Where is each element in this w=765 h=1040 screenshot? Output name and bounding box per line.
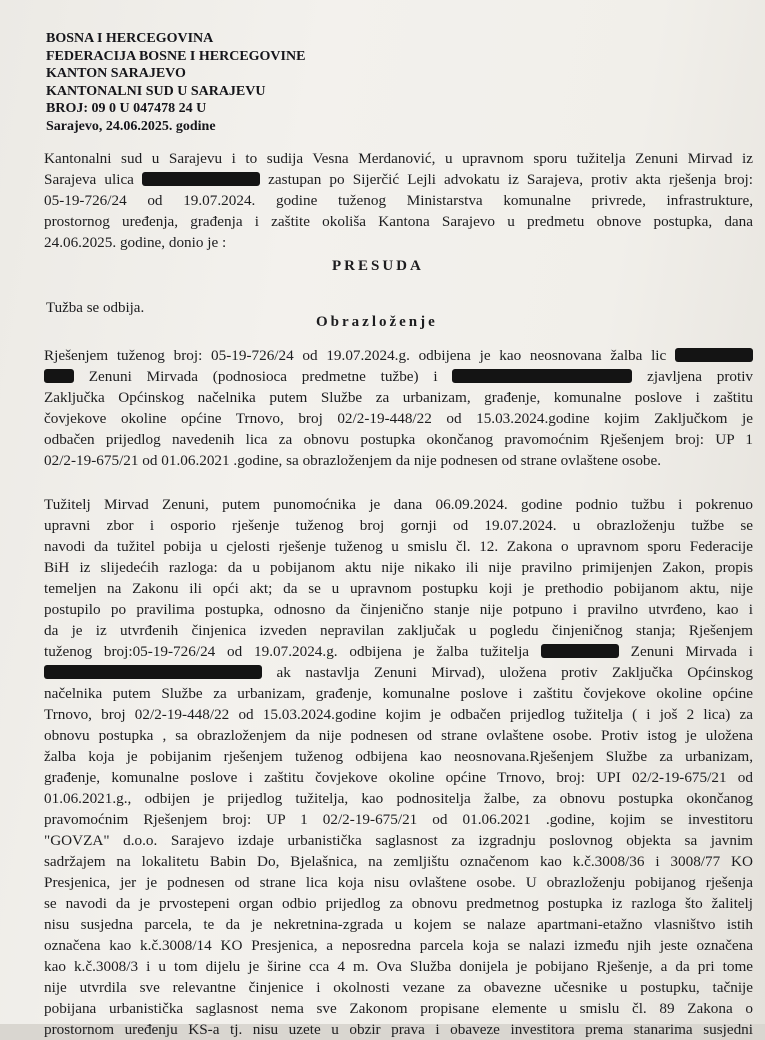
reasoning-paragraph-2 xyxy=(44,494,753,1040)
paragraph-line: odbačen prijedlog navedenih lica za obnovu postupka okončanog pravomoćnim Rješenjem broj: UP 1 xyxy=(44,431,753,448)
intro-paragraph xyxy=(44,148,753,253)
paragraph-line: Zaključka Općinskog načelnika putem Službe za urbanizam, građenje, komunalne poslove i zaštitu xyxy=(44,389,753,406)
header-line-date: Sarajevo, 24.06.2025. godine xyxy=(46,118,216,134)
paragraph-line: upravni zbor i osporio rješenje tuženog broj gornji od 19.07.2024. u obrazloženju tužbe se xyxy=(44,517,753,534)
intro-line: 05-19-726/24 od 19.07.2024. godine tuženog Ministarstva komunalne privrede, infrastrukture, xyxy=(44,192,753,209)
reasoning-title: Obrazloženje xyxy=(316,314,438,330)
paragraph-line: BiH iz slijedećih razloga: da u pobijanom aktu nije nikako ili nije pravilno primijenjen Zakon, propis xyxy=(44,559,753,576)
paragraph-line: kao k.č.3008/3 i u tom dijelu je širine cca 4 m. Ova Služba donijela je pobijano Rješenje, a da pri tome xyxy=(44,958,753,975)
paragraph-line: prostornom uređenju KS-a tj. nisu uzete u obzir prava i obaveze investitora prema stanarima susjedni xyxy=(44,1021,753,1038)
paragraph-line: sadržajem na lokalitetu Babin Do, Bjelašnica, na zemljištu označenom kao k.č.3008/36 i 3008/77 KO xyxy=(44,853,753,870)
paragraph-line: žalba koja je pobijanim rješenjem tuženog odbijena kao neosnovana.Rješenjem Službe za urbanizam, xyxy=(44,748,753,765)
paragraph-line: "GOVZA" d.o.o. Sarajevo izdaje urbanistička saglasnost za izgradnju poslovnog objekta sa javnim xyxy=(44,832,753,849)
paragraph-line: pobijana urbanistička saglasnost nema sve Zakonom propisane elemente u smislu čl. 89 Zakona o xyxy=(44,1000,753,1017)
paragraph-line: Zenuni Mirvada (podnosioca predmetne tužbe) i zjavljena protiv xyxy=(44,366,753,387)
redaction-block xyxy=(44,369,74,383)
redaction-block xyxy=(541,644,619,658)
header-line-case-number: BROJ: 09 0 U 047478 24 U xyxy=(46,101,207,116)
paragraph-line: postupilo po pravilima postupka, odnosno da činjenično stanje nije potpuno i pravilno utvrđeno, kao i xyxy=(44,601,753,618)
paragraph-line: ak nastavlja Zenuni Mirvad), uložena protiv Zaključka Općinskog xyxy=(44,662,753,683)
paragraph-line: Trnovo, broj 02/2-19-448/22 od 15.03.2024.godine kojim je odbačen prijedlog tužitelja ( i još 2 lica) za xyxy=(44,706,753,723)
paragraph-line: nije utvrdila sve relevantne činjenice i okolnosti vezane za obavezne učesnike u postupku, tačnije xyxy=(44,979,753,996)
intro-line: Kantonalni sud u Sarajevu i to sudija Vesna Merdanović, u upravnom sporu tužitelja Zenuni Mirvad iz xyxy=(44,150,753,167)
paragraph-line: se navodi da je prvostepeni organ odbio prijedlog za obnovu predmetnog postupka iz razloga što žalitelj xyxy=(44,895,753,912)
paragraph-line: 01.06.2021.g., odbijen je prijedlog tužitelja, kao podnositelja žalbe, za obnovu postupka okončanog xyxy=(44,790,753,807)
paragraph-line: da je iz utvrđenih činjenica izveden nepravilan zaključak u pogledu činjeničnog stanja; Rješenjem xyxy=(44,622,753,639)
reasoning-paragraph-1 xyxy=(44,345,753,471)
paragraph-line: čovjekove okoline općine Trnovo, broj 02/2-19-448/22 od 15.03.2024.godine kojim Zaključkom je xyxy=(44,410,753,427)
intro-line: Sarajeva ulica zastupan po Sijerčić Lejli advokatu iz Sarajeva, protiv akta rješenja broj: xyxy=(44,171,753,188)
paragraph-line: pravomoćnim Rješenjem broj: UP 1 02/2-19-675/21 od 01.06.2021 .godine, kojim se investitoru xyxy=(44,811,753,828)
paragraph-line: načelnika putem Službe za urbanizam, građenje, komunalne poslove i zaštitu čovjekove okoline općine xyxy=(44,685,753,702)
court-header xyxy=(46,30,305,135)
header-line-federation: FEDERACIJA BOSNE I HERCEGOVINE xyxy=(46,48,306,64)
paragraph-line: obnovu postupka , sa obrazloženjem da nije podnesen od strane ovlaštene osobe. Protiv istog je uložena xyxy=(44,727,753,744)
redaction-block xyxy=(675,348,753,362)
redaction-block xyxy=(142,172,260,186)
header-line-country: BOSNA I HERCEGOVINA xyxy=(46,31,214,46)
intro-line: prostornog uređenja, građenja i zaštite okoliša Kantona Sarajevo u predmetu obnove postupka, dana xyxy=(44,213,753,230)
header-line-canton: KANTON SARAJEVO xyxy=(46,66,186,81)
header-line-court: KANTONALNI SUD U SARAJEVU xyxy=(46,83,266,99)
paragraph-line: 02/2-19-675/21 od 01.06.2021 .godine, sa obrazloženjem da nije podnesen od strane ovlaštene osobe. xyxy=(44,452,662,469)
intro-line: 24.06.2025. godine, donio je : xyxy=(44,234,227,251)
paragraph-line: Tužitelj Mirvad Zenuni, putem punomoćnika je dana 06.09.2024. godine podnio tužbu i pokrenuo xyxy=(44,496,753,513)
verdict-statement: Tužba se odbija. xyxy=(46,300,145,316)
paragraph-line: građenje, komunalne poslove i zaštitu čovjekove okoline općine Trnovo, broj: UPI 02/2-19-675/21 od xyxy=(44,769,753,786)
paragraph-line: tuženog broj:05-19-726/24 od 19.07.2024.g. odbijena je žalba tužitelja Zenuni Mirvada i xyxy=(44,643,753,660)
paragraph-line: označena kao k.č.3008/14 KO Presjenica, a neposredna parcela koja se nalazi između njih jeste označena xyxy=(44,937,753,954)
redaction-block xyxy=(44,665,262,679)
paragraph-line: temeljen na Zakonu ili opći akt; da se u upravnom postupku koji je prethodio pobijanom aktu, nije xyxy=(44,580,753,597)
paragraph-line: Rješenjem tuženog broj: 05-19-726/24 od 19.07.2024.g. odbijena je kao neosnovana žalba lic xyxy=(44,345,753,366)
paragraph-line: Presjenica, jer je podnesen od strane lica koja nisu ovlaštene osobe. U obrazloženju pobijanog rješenja xyxy=(44,874,753,891)
paragraph-line: navodi da tužitel pobija u cjelosti rješenje tuženog u smislu čl. 12. Zakona o upravnom sporu Federacije xyxy=(44,538,753,555)
paragraph-line: nisu susjedna parcela, te da je nekretnina-zgrada u kojem se nalaze apartmani-etažno vlasništvo istih xyxy=(44,916,753,933)
redaction-block xyxy=(452,369,632,383)
verdict-title: PRESUDA xyxy=(332,258,424,274)
